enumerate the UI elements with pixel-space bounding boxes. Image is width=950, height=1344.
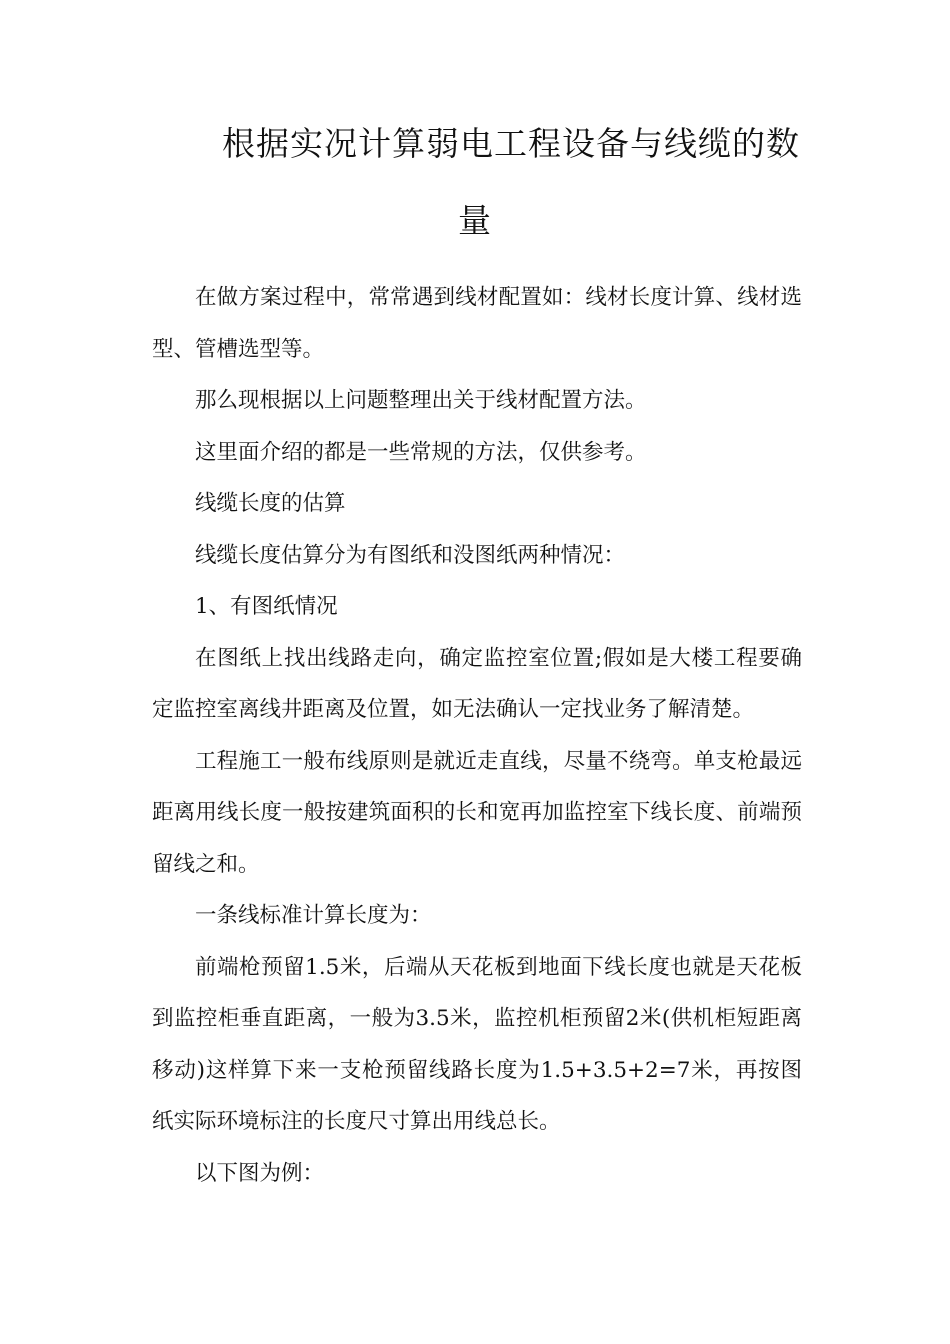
paragraph-wiring-principle: 工程施工一般布线原则是就近走直线，尽量不绕弯。单支枪最远距离用线长度一般按建筑面积的长和宽再加监控室下线长度、前端预留线之和。 (152, 748, 802, 877)
paragraph-reference: 这里面介绍的都是一些常规的方法，仅供参考。 (195, 439, 647, 465)
subheading-with-drawings: 1、有图纸情况 (195, 594, 338, 619)
paragraph-calculation: 前端枪预留1.5米，后端从天花板到地面下线长度也就是天花板到监控柜垂直距离，一般为3.5米，监控机柜预留2米(供机柜短距离移动)这样算下来一支枪预留线路长度为1.5+3.5+2=7米，再按图纸实际环境标注的长度尺寸算出用线总长。 (152, 954, 802, 1134)
paragraph-method: 那么现根据以上问题整理出关于线材配置方法。 (195, 388, 647, 413)
paragraph-standard-length: 一条线标准计算长度为： (195, 903, 432, 928)
paragraph-example: 以下图为例： (195, 1160, 325, 1186)
paragraph-two-cases: 线缆长度估算分为有图纸和没图纸两种情况： (195, 542, 626, 568)
document-title-line-2: 量 (458, 201, 492, 240)
document-body (152, 272, 802, 1199)
document-title-line-1: 根据实况计算弱电工程设备与线缆的数 (222, 124, 800, 163)
paragraph-find-route: 在图纸上找出线路走向，确定监控室位置;假如是大楼工程要确定监控室离线井距离及位置，如无法确认一定找业务了解清楚。 (152, 645, 802, 722)
paragraph-intro: 在做方案过程中，常常遇到线材配置如：线材长度计算、线材选型、管槽选型等。 (152, 285, 802, 362)
section-heading-cable-length: 线缆长度的估算 (195, 491, 346, 516)
